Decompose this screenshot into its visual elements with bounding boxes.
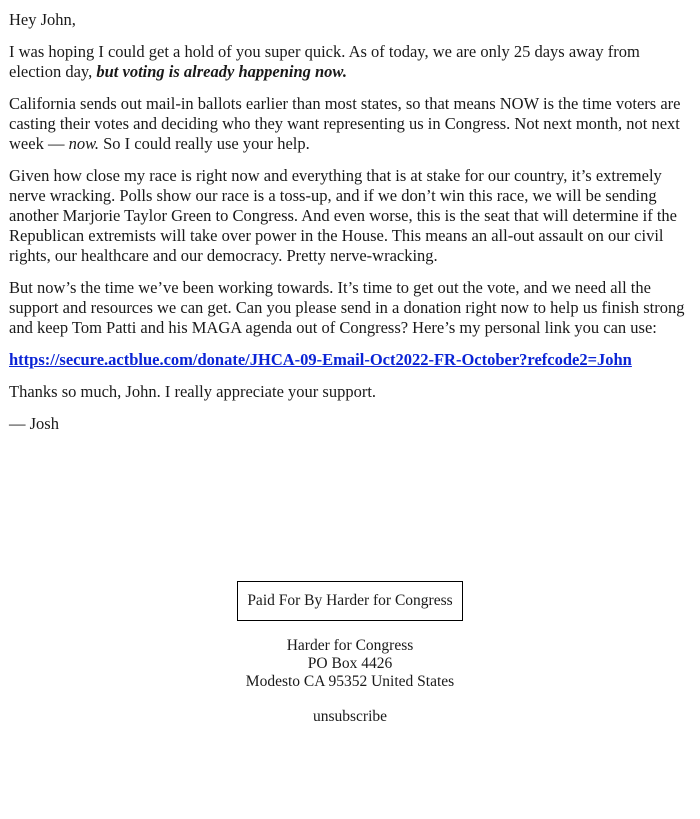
paragraph-1-emphasis: but voting is already happening now. — [96, 62, 347, 81]
paragraph-2-text: California sends out mail-in ballots earlier than most states, so that means NOW is the time voters are casting their votes and deciding who they want representing us in Congress. Not next month, not next week — — [9, 94, 681, 153]
donate-link-paragraph — [9, 350, 691, 370]
address-po-box: PO Box 4426 — [307, 655, 393, 672]
greeting: Hey John, — [9, 10, 76, 29]
paragraph-1 — [9, 42, 691, 82]
paid-for-disclaimer: Paid For By Harder for Congress — [237, 581, 462, 621]
donate-link[interactable]: https://secure.actblue.com/donate/JHCA-09-Email-Oct2022-FR-October?refcode2=John — [9, 350, 632, 369]
address-org: Harder for Congress — [286, 637, 414, 654]
paragraph-1-text: I was hoping I could get a hold of you super quick. As of today, we are only 25 days away from election day, — [9, 42, 640, 81]
paragraph-2-tail: So I could really use your help. — [98, 134, 310, 153]
address-city: Modesto CA 95352 United States — [245, 673, 455, 690]
paragraph-2 — [9, 94, 691, 154]
unsubscribe-link[interactable]: unsubscribe — [312, 708, 388, 725]
thanks-line: Thanks so much, John. I really appreciate your support. — [9, 382, 377, 401]
mailing-address — [0, 637, 700, 691]
paragraph-4: But now’s the time we’ve been working towards. It’s time to get out the vote, and we need all the support and resources we can get. Can you please send in a donation right now to help us finish strong and keep Tom Patti and his MAGA agenda out of Congress? Here’s my personal link you can use: — [9, 278, 685, 337]
signoff: — Josh — [9, 414, 59, 433]
paragraph-3: Given how close my race is right now and everything that is at stake for our country, it’s extremely nerve wracking. Polls show our race is a toss-up, and if we don’t win this race, we will be sending another Marjorie Taylor Green to Congress. And even worse, this is the seat that will determine if the Republican extremists will take over power in the House. This means an all-out assault on our civil rights, our healthcare and our democracy. Pretty nerve-wracking. — [9, 166, 677, 265]
paragraph-2-emphasis: now. — [68, 134, 99, 153]
email-footer — [0, 446, 700, 727]
